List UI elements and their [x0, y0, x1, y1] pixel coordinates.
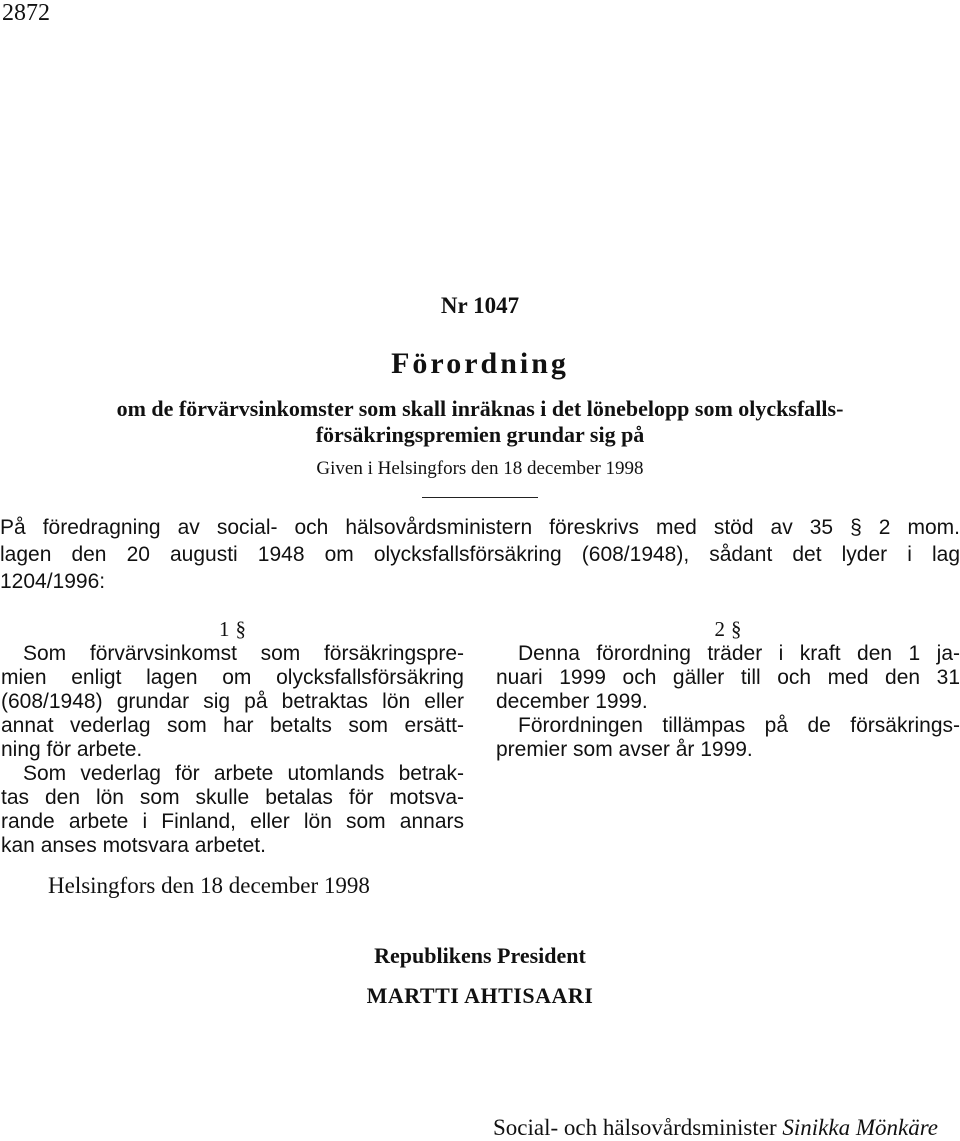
section-2-number: 2	[714, 617, 725, 641]
section-1-line: Som vederlag för arbete utomlands betrak-	[23, 762, 464, 785]
minister-name: Sinikka Mönkäre	[782, 1115, 938, 1140]
subtitle-line-1: om de förvärvsinkomster som skall inräknas i det lönebelopp som olycksfalls-	[116, 396, 844, 421]
section-1-line: ning för arbete.	[1, 738, 143, 761]
section-2	[496, 616, 960, 762]
president-name: MARTTI AHTISAARI	[366, 983, 594, 1008]
statute-number: Nr 1047	[440, 293, 520, 318]
minister-signature	[493, 1115, 938, 1141]
section-1-line: tas den lön som skulle betalas för motsva-	[1, 786, 464, 809]
subtitle-line-2: försäkringspremien grundar sig på	[315, 422, 645, 447]
preamble-line-3: 1204/1996:	[0, 570, 106, 593]
section-1-line: annat vederlag som har betalts som ersätt-	[1, 714, 464, 737]
section-1	[1, 616, 464, 858]
section-1-line: (608/1948) grundar sig på betraktas lön eller	[1, 690, 464, 713]
closing-place-date: Helsingfors den 18 december 1998	[48, 873, 370, 898]
minister-title: Social- och hälsovårdsminister	[493, 1115, 777, 1140]
preamble-paragraph	[0, 514, 960, 595]
document-subtitle	[40, 396, 920, 448]
section-1-heading	[1, 616, 464, 642]
section-2-line: Förordningen tillämpas på de försäkrings-	[518, 714, 960, 737]
section-2-line: nuari 1999 och gäller till och med den 31	[496, 666, 960, 689]
document-type-heading: Förordning	[391, 347, 569, 380]
section-1-number: 1	[219, 617, 230, 641]
preamble-line-2: lagen den 20 augusti 1948 om olycksfallsförsäkring (608/1948), sådant det lyder i lag	[0, 543, 960, 566]
section-2-line: premier som avser år 1999.	[496, 738, 753, 761]
section-1-line: Som förvärvsinkomst som försäkringspre-	[23, 642, 464, 665]
section-symbol-icon: §	[235, 617, 246, 641]
page-number: 2872	[2, 0, 50, 26]
section-2-line: december 1999.	[496, 690, 648, 713]
section-symbol-icon: §	[731, 617, 742, 641]
preamble-line-1: På föredragning av social- och hälsovårdsministern föreskrivs med stöd av 35 § 2 mom.	[0, 516, 960, 539]
president-title: Republikens President	[374, 943, 586, 968]
section-1-line: mien enligt lagen om olycksfallsförsäkring	[1, 666, 464, 689]
divider-rule	[422, 497, 538, 498]
section-2-heading	[496, 616, 960, 642]
section-1-line: rande arbete i Finland, eller lön som annars	[1, 810, 464, 833]
section-1-line: kan anses motsvara arbetet.	[1, 834, 266, 857]
given-date-line: Given i Helsingfors den 18 december 1998	[316, 458, 644, 479]
section-2-line: Denna förordning träder i kraft den 1 ja-	[518, 642, 960, 665]
